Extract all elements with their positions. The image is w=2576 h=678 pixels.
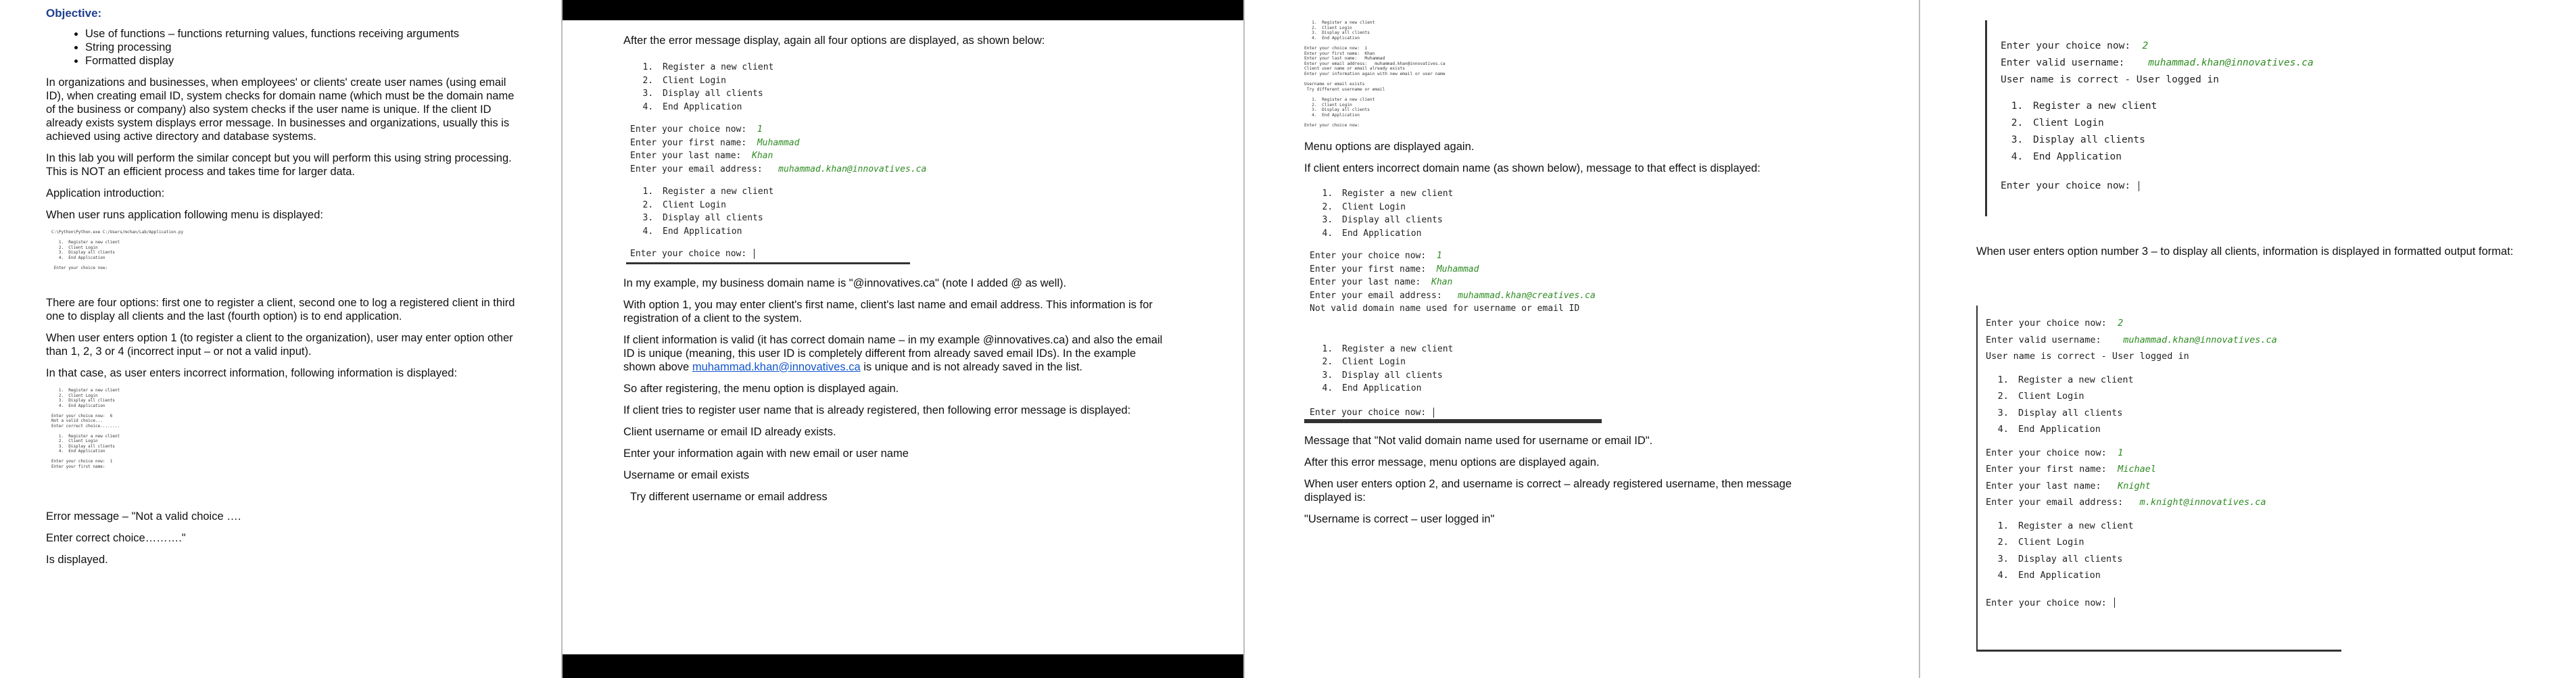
paragraph: Menu options are displayed again. <box>1304 141 1475 153</box>
input-value: muhammad.khan@innovatives.ca <box>2148 57 2314 68</box>
paragraph: There are four options: first one to register a client, second one to log a registered client in third one to display all clients and the last (fourth option) is to end application. <box>46 297 515 322</box>
menu-list <box>1310 187 1859 240</box>
menu-item: 2. Client Login <box>1338 201 1859 214</box>
prompt-label: Enter your choice now: <box>1310 407 1427 418</box>
list-item: • Formatted display <box>85 54 561 68</box>
input-value: Khan <box>752 151 773 161</box>
paragraph: Username or email exists <box>623 468 750 481</box>
input-value: Muhammad <box>1436 264 1479 274</box>
input-value: muhammad.khan@innovatives.ca <box>778 164 927 174</box>
objective-heading: Objective: <box>46 7 102 20</box>
paragraph: When user enters option number 3 – to display all clients, information is displayed in formatted output format: <box>1976 245 2514 258</box>
paragraph: If client tries to register user name that is already registered, then following error message is displayed: <box>623 404 1131 416</box>
paragraph: Client username or email ID already exists. <box>623 425 836 438</box>
paragraph: Try different username or email address <box>630 490 828 503</box>
input-value: 1 <box>1436 251 1442 262</box>
paragraph: With option 1, you may enter client's first name, client's last name and email address. This information is for registration of a client to the system. <box>623 298 1153 324</box>
paragraph: Enter correct choice………." <box>46 532 186 544</box>
prompt-label: Enter your choice now: <box>1986 597 2107 608</box>
menu-item: 4. End Application <box>2014 567 2341 584</box>
console-output <box>1985 20 2337 216</box>
prompt-label: Enter your choice now: <box>1986 318 2107 329</box>
input-value: 2 <box>2142 41 2149 51</box>
paragraph: If client information is valid (it has correct domain name – in my example @innovatives.ca) and also the email ID is unique (meaning, this user ID is completely different from already saved email IDs). In the example shown above muhammad.khan@innovatives.ca is unique and is not already saved in the list. <box>623 333 1163 373</box>
menu-item: 1. Register a new client <box>2014 518 2341 535</box>
menu-item: 4. End Application <box>659 225 1178 239</box>
input-value: muhammad.khan@creatives.ca <box>1458 290 1596 301</box>
menu-list <box>2001 98 2337 166</box>
paragraph: When user enters option 1 (to register a client to the organization), user may enter option other than 1, 2, 3 or 4 (incorrect input – or not a valid input). <box>46 332 513 358</box>
menu-item: 3. Display all clients <box>659 212 1178 225</box>
menu-item: 2. Client Login <box>659 74 1178 88</box>
text-cursor <box>754 249 755 259</box>
prompt-label: Enter your first name: <box>1310 264 1427 274</box>
text-cursor <box>1433 408 1434 418</box>
menu-item: 3. Display all clients <box>1338 214 1859 227</box>
prompt-label: Enter your choice now: <box>1310 251 1427 262</box>
console-screenshot: 1. Register a new client 2. Client Login 3. Display all clients 4. End Application Enter your choice now: 1 Enter your first name: Khan Enter your last name: Muhammad Enter your email address: muhammad.khan@innovatives.ca Client user name or email already exists Enter your information again with new email or user name Username or email exists Try different username or email 1. Register a new client 2. Client Login 3. Display all clients 4. End Application Enter your choice now: <box>1304 20 1446 128</box>
menu-list <box>630 185 1178 238</box>
page-edge-bar <box>563 0 1243 20</box>
prompt-label: Enter your choice now: <box>2001 41 2131 51</box>
menu-item: 1. Register a new client <box>1338 343 1859 356</box>
email-link[interactable]: muhammad.khan@innovatives.ca <box>692 360 861 373</box>
input-value: Michael <box>2118 464 2156 475</box>
menu-item: 1. Register a new client <box>1338 187 1859 201</box>
paragraph: Message that "Not valid domain name used for username or email ID". <box>1304 435 1653 447</box>
text-cursor <box>2114 598 2115 608</box>
menu-list <box>1986 372 2341 438</box>
status-message: User name is correct - User logged in <box>1986 351 2189 362</box>
paragraph: Error message – "Not a valid choice …. <box>46 510 241 523</box>
prompt-label: Enter your last name: <box>1986 480 2101 491</box>
prompt-label: Enter your first name: <box>1986 464 2107 475</box>
menu-item: 1. Register a new client <box>659 61 1178 74</box>
prompt-label: Enter your last name: <box>630 151 742 161</box>
paragraph: In this lab you will perform the similar concept but you will perform this using string processing. This is NOT an efficient process and takes time for larger data. <box>46 152 512 178</box>
paragraph: Enter your information again with new email or user name <box>623 447 909 460</box>
menu-item: 4. End Application <box>2029 149 2337 166</box>
console-output <box>630 61 1178 264</box>
console-output <box>1310 187 1859 423</box>
console-output <box>1976 306 2341 652</box>
paragraph: In my example, my business domain name is "@innovatives.ca" (note I added @ as well). <box>623 276 1067 289</box>
menu-item: 4. End Application <box>1338 227 1859 241</box>
input-value: 2 <box>2118 318 2124 329</box>
input-value: 1 <box>2118 447 2124 458</box>
prompt-label: Enter your choice now: <box>1986 447 2107 458</box>
input-value: Knight <box>2118 480 2151 491</box>
objective-list <box>46 27 561 68</box>
menu-item: 2. Client Login <box>2029 115 2337 132</box>
prompt-label: Enter your choice now: <box>630 249 747 259</box>
menu-item: 3. Display all clients <box>2014 405 2341 422</box>
menu-list <box>1310 343 1859 395</box>
paragraph: After this error message, menu options are displayed again. <box>1304 456 1600 469</box>
paragraph: If client enters incorrect domain name (as shown below), message to that effect is displayed: <box>1304 162 1761 175</box>
input-value: Muhammad <box>757 137 800 148</box>
prompt-label: Enter valid username: <box>1986 334 2101 345</box>
menu-list <box>630 61 1178 114</box>
paragraph: After the error message display, again all four options are displayed, as shown below: <box>623 34 1045 47</box>
menu-item: 1. Register a new client <box>2029 98 2337 115</box>
input-value: muhammad.khan@innovatives.ca <box>2123 334 2277 345</box>
menu-item: 2. Client Login <box>1338 356 1859 369</box>
page-edge-bar <box>563 654 1243 678</box>
menu-item: 3. Display all clients <box>659 87 1178 101</box>
menu-item: 4. End Application <box>1338 382 1859 395</box>
status-message: User name is correct - User logged in <box>2001 74 2220 85</box>
paragraph: "Username is correct – user logged in" <box>1304 513 1495 526</box>
console-screenshot: C:\Python\Python.exe C:/Users/mchan/Lab/Application.py 1. Register a new client 2. Client Login 3. Display all clients 4. End Application Enter your choice now: <box>51 230 184 270</box>
document-page-4 <box>1920 0 2576 678</box>
menu-item: 3. Display all clients <box>2014 551 2341 568</box>
prompt-label: Enter your email address: <box>1986 497 2124 508</box>
paragraph: In organizations and businesses, when employees' or clients' create user names (using email ID), when creating email ID, system checks for domain name (which must be the domain name of the business or company) also system checks if the user name is unique. If the client ID already exists system displays error message. In businesses and organizations, usually this is achieved using active directory and database systems. <box>46 76 515 143</box>
paragraph: So after registering, the menu option is displayed again. <box>623 382 899 395</box>
menu-item: 2. Client Login <box>659 199 1178 212</box>
menu-item: 3. Display all clients <box>1338 369 1859 383</box>
prompt-label: Enter your last name: <box>1310 277 1421 288</box>
paragraph: In that case, as user enters incorrect information, following information is displayed: <box>46 367 458 379</box>
prompt-label: Enter your first name: <box>630 137 747 148</box>
menu-item: 2. Client Login <box>2014 388 2341 405</box>
list-item: • Use of functions – functions returning values, functions receiving arguments <box>85 27 561 41</box>
menu-item: 2. Client Login <box>2014 534 2341 551</box>
prompt-label: Enter your choice now: <box>630 124 747 135</box>
document-page-2 <box>563 0 1243 678</box>
list-item: • String processing <box>85 41 561 54</box>
error-message: Not valid domain name used for username or email ID <box>1310 304 1580 314</box>
menu-list <box>1986 518 2341 584</box>
document-page-1 <box>0 0 561 678</box>
input-value: 1 <box>757 124 763 135</box>
prompt-label: Enter your choice now: <box>2001 180 2131 191</box>
paragraph: When user enters option 2, and username is correct – already registered username, then message displayed is: <box>1304 478 1792 504</box>
prompt-label: Enter valid username: <box>2001 57 2125 68</box>
console-screenshot: 1. Register a new client 2. Client Login 3. Display all clients 4. End Application Enter your choice now: 6 Not a valid choice... Enter correct choice........ 1. Register a new client 2. Client Login 3. Display all clients 4. End Application Enter your choice now: 1 Enter your first name: <box>51 388 120 469</box>
paragraph: When user runs application following menu is displayed: <box>46 209 323 221</box>
menu-item: 4. End Application <box>659 101 1178 114</box>
prompt-label: Enter your email address: <box>630 164 763 174</box>
document-page-3 <box>1245 0 1919 678</box>
prompt-label: Enter your email address: <box>1310 290 1442 301</box>
paragraph: Is displayed. <box>46 554 108 566</box>
menu-item: 3. Display all clients <box>2029 132 2337 149</box>
menu-item: 1. Register a new client <box>2014 372 2341 389</box>
input-value: m.knight@innovatives.ca <box>2139 497 2266 508</box>
menu-item: 4. End Application <box>2014 421 2341 438</box>
section-heading: Application introduction: <box>46 187 165 199</box>
input-value: Khan <box>1431 277 1453 288</box>
menu-item: 1. Register a new client <box>659 185 1178 199</box>
